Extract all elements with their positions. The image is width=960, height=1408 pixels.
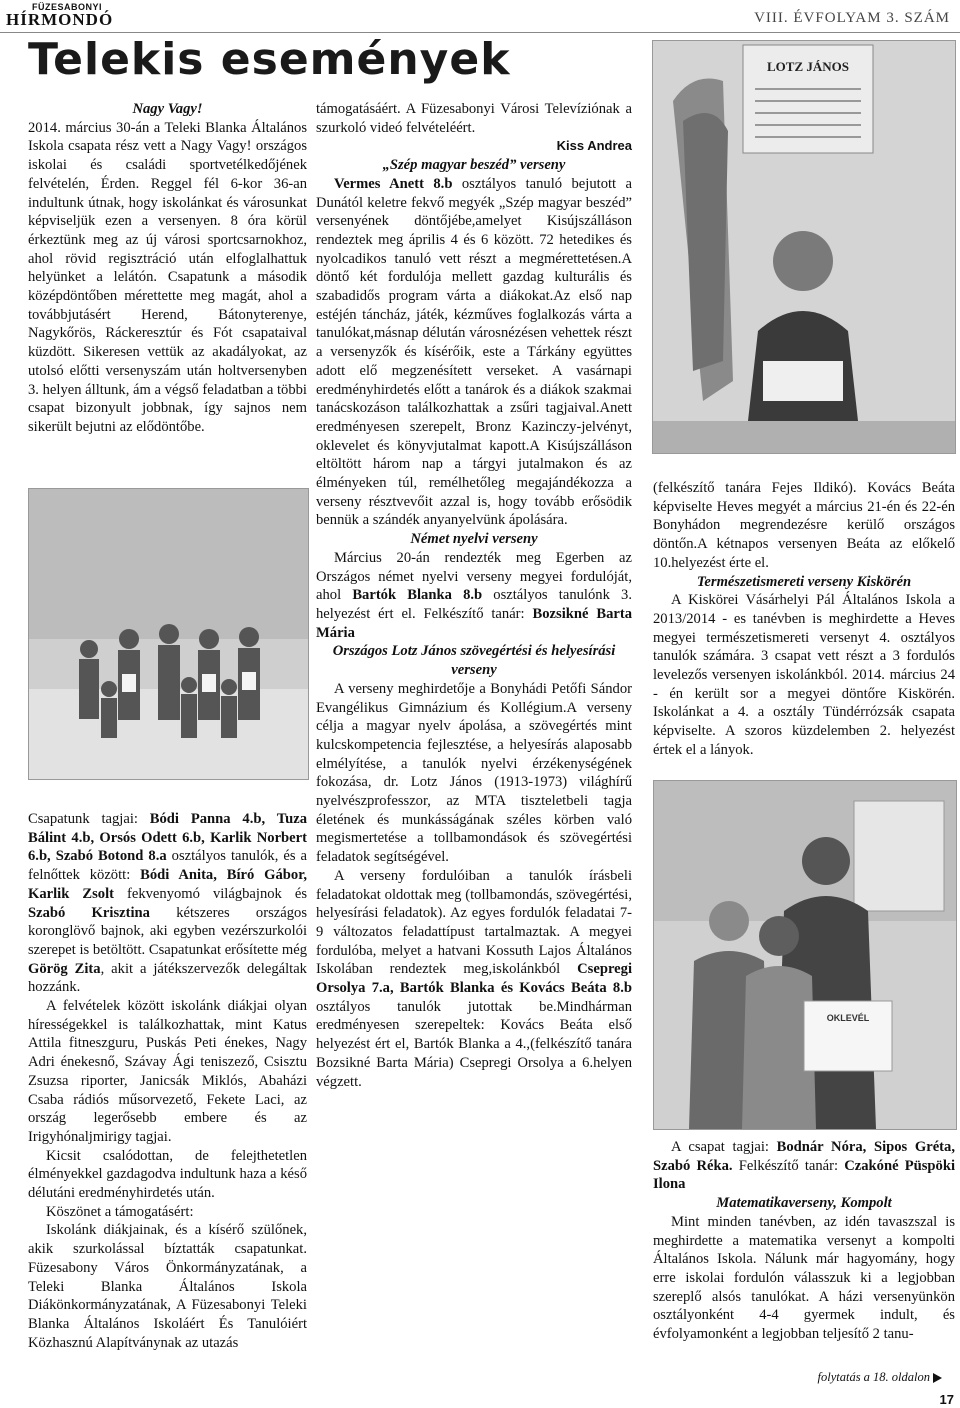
team-text: kétszeres országos koronglövő bajnok, aki egyben vezérszurkolói szerepet is betöltött. Csapatunkat erősítette még [28, 904, 307, 958]
adult-name: Szabó Krisztina [28, 904, 150, 921]
teacher-name: Czakóné Püspöki Ilona [653, 1157, 956, 1193]
column-3 [653, 479, 955, 760]
masthead-logo-main: HÍRMONDÓ [6, 10, 114, 29]
article-text: osztályos tanuló bejutott a Dunától keletre fekvő megyék „Szép magyar beszéd” versenyének döntőjébe,amelyet Kisújszálláson rendeztek meg április 4 és 6 között. 72 hetedikes és nyolcadikos tanuló vett részt a megmérettetésen.A döntő két fordulója mellett gazdag kulturális és szabadidős program várta a diákokat.Az első nap estéjén táncház, játék, kézműves foglalkozás várta a tanulókat,másnap délután városnézésen vehettek részt a versenyzők és kísérőik, este a Tárkány együttes adott elő megzenésített verseket. A vasárnapi eredményhirdetés előtt a tanárok és a diákok szakmai tanácskozáson találkozhattak a zsűri tagjaival.Anett eredményesen szerepelt, Bronz Kazinczy-jelvényt, oklevelet és könyvjutalmat kapott.A Kisújszálláson eltöltött három nap a tárgyi jutalmakon és az élményeken túl, remélhetőleg megajándékozza a verseny résztvevőit azzal is, hogy tovább erősödik bennük a szándék anyanyelvünk ápolására. [316, 175, 633, 529]
heading-matematikaverseny: Matematikaverseny, Kompolt [716, 1195, 892, 1212]
author-name: Kiss Andrea [556, 138, 632, 154]
article-text: osztályos tanulónk 3. helyezést ért el. Felkészítő tanár: [316, 587, 632, 622]
article-heading-nagy-vagy: Nagy Vagy! [132, 101, 203, 117]
header-rule [0, 32, 960, 33]
student-names: Csepregi Orsolya 7.a, Bartók Blanka és Kovács Beáta 8.b [316, 961, 632, 997]
team-names: Bodnár Nóra, Sipos Gréta, Szabó Réka. [653, 1139, 955, 1174]
adult-names: Bódi Anita, Bíró Gábor, Karlik Zsolt [28, 867, 307, 902]
plaque-photo-illustration [653, 41, 955, 453]
heading-lotz-janos: Országos Lotz János szövegértési és helyesírási verseny [332, 643, 616, 679]
team-text: , akit a játékszervezők delegáltak hozzánk. [28, 960, 307, 996]
masthead-logo [6, 2, 126, 30]
team-intro: A csapat tagjai: [671, 1139, 777, 1155]
article-paragraph [316, 867, 632, 1091]
team-text: osztályos tanulók, és a felnőttek között: [28, 848, 307, 884]
heading-nemet-nyelvi: Német nyelvi verseny [410, 531, 538, 548]
article-text: A verseny fordulóiban a tanulók írásbeli feladatokat oldottak meg (tollbamondás, szövegértési, helyesírási feladatok). Az egyes fordulók feladatai 7-9 változatos feladattípust tartalmaztak. A megyei fordulóba, melyet a hatvani Kossuth Lajos Általános Iskolában rendeztek meg,iskolánkból [316, 867, 632, 978]
team-names: Bódi Panna 4.b, Tuza Bálint 4.b, Orsós Odett 6.b, Karlik Norbert 6.b, Szabó Botond 8.a [28, 811, 307, 865]
article-paragraph: 2014. március 30-án a Teleki Blanka Általános Iskola csapata rész vett a Nagy Vagy! országos iskolai és családi sportvetélkedőjének felvételén, Érden. Reggel fél 6-kor 36-an indultunk útnak, hogy iskolánkat és városunkat képviseljük ezen a versenyen. 8 óra körül érkeztünk meg az új városi sportcsarnokhoz, ahol rövid regisztráció után elfoglalhattuk helyünket a lelátón. Csapatunk a második középdöntőben mérettette meg magát, ahol a továbbjutásért Herend, Bátonyterenye, Nagykőrös, Ráckeresztúr és Fót csapataival küzdött. Sikeresen vettük az akadályokat, az utolsó előtti versenyszám után holtversenyben 3. helyen álltunk, ám a végső feladatban a többi csapat bizonyult jobbnak, így sajnos nem sikerült bejutni az elődöntőbe. [28, 119, 307, 435]
column-1 [28, 100, 307, 437]
plaque-text: LOTZ JÁNOS [767, 59, 849, 74]
kiskore-photo-illustration [654, 781, 956, 1129]
teacher-name: Bozsikné Barta Mária [316, 605, 632, 641]
photo-lotz-plaque [652, 40, 956, 454]
student-name: Vermes Anett 8.b [334, 175, 453, 192]
page-title: Telekis események [28, 34, 511, 85]
article-paragraph: A verseny meghirdetője a Bonyhádi Petőfi Sándor Evangélikus Gimnázium és Kollégium.A verseny célja a magyar nyelv ápolása, a szövegértés mint kulcskompetencia fejlesztése, a helyesírás alaposabb elmélyítése, a tanulók nyelvi érzékenységének fokozása, dr. Lotz János (1913-1973) világhírű nyelvészprofesszor, az MTA tiszteletbeli tagja életének és munkásságának széles körben való megismertetése a tollbamondások és szövegértési feladatok segítségével. [316, 680, 632, 866]
article-paragraph [316, 549, 632, 643]
team-text: fekvenyomó világbajnok és [113, 885, 308, 902]
article-paragraph: (felkészítő tanára Fejes Ildikó). Kovács Beáta képviselte Heves megyét a március 21-én és 22-én Bonyhádon megrendezésre kerülő országos döntőn.A kétnapos versenyen Beáta az előkelő 10.helyezést érte el. [653, 480, 955, 571]
student-name: Bartók Blanka 8.b [352, 587, 483, 604]
page-number: 17 [939, 1392, 954, 1407]
team-photo-kiskore [653, 780, 957, 1130]
continued-text[interactable]: folytatás a 18. oldalon [817, 1370, 930, 1384]
masthead-logo-top: FÜZESABONYI [32, 2, 103, 12]
article-text: osztályos tanulók jutottak be.Mindhárman eredményesen szerepeltek: Kovács Beáta első helyezést ért el, Bartók Blanka a 4.,(felkészítő tanára Bozsikné Barta Mária) Csepregi Orsolya a 6.helyen végzett. [316, 998, 632, 1090]
column-2 [316, 100, 632, 1091]
heading-szep-magyar-beszed: „Szép magyar beszéd” verseny [382, 157, 566, 174]
article-paragraph: Köszönet a támogatásért: [46, 1203, 194, 1220]
article-paragraph [316, 175, 632, 530]
arrow-right-icon [933, 1373, 942, 1383]
article-text: Március 20-án rendezték meg Egerben az Országos német nyelvi verseny megyei fordulóját, ahol [316, 549, 632, 604]
article-paragraph: Iskolánk diákjainak, és a kísérő szülőnek, akik szurkolással bíztatták csapatunkat. Füzesabony Város Önkormányzatának, a Teleki Blanka Általános Iskola Diákönkormányzatának, A Füzesabonyi Teleki Blanka Általános Iskoláért És Tanulóiért Közhasznú Alapítványnak az utazás [28, 1222, 307, 1351]
teacher-intro: Felkészítő tanár: [732, 1157, 845, 1174]
continued-link[interactable] [818, 1370, 943, 1385]
article-paragraph: A Kiskörei Vásárhelyi Pál Általános Iskola a 2013/2014 - es tanévben is meghirdette a Heves megyei természetismereti versenyt 4. osztályos tanulók számára. 3 csapat vett részt a 3 fordulós levelezős versenyen iskolánkból. 2014. március 24 - én került sor a megyei döntőre Kiskörén. Iskolánkat a 4. a osztály Tündérrózsák csapata képviselte. A szoros küzdelemben 2. helyezést értek el a lányok. [653, 592, 955, 758]
article-paragraph: Mint minden tanévben, az idén tavaszszal is meghirdette a matematika versenyt a kompolti Általános Iskola. Nálunk már hagyomány, hogy erre iskolai fordulón válasszuk ki a legjobban szereplő alsós tanulókat. A házi versenyünkön osztályonként 4-4 gyermek indult, és évfolyamonként a legjobban teljesítő 2 tanu- [653, 1213, 955, 1343]
column-1-continued [28, 810, 307, 1352]
certificate-text: OKLEVÉL [826, 1013, 870, 1023]
team-intro: Csapatunk tagjai: [28, 811, 150, 827]
author-signature [316, 137, 632, 156]
team-photo-illustration [29, 489, 308, 779]
heading-termeszetismereti: Természetismereti verseny Kiskörén [696, 573, 912, 590]
adult-name: Görög Zita [28, 960, 101, 977]
article-paragraph: A felvételek között iskolánk diákjai olyan hírességekkel is találkozhattak, mint Katus Attila fitneszguru, Puskás Peti énekes, Nagy Adri énekesnő, Szávay Ági teniszező, Csisztu Zsuzsa riporter, Janicsák Miklós, Abaházi Csaba rádiós műsorvezető, Fekete Laci, az ország legerősebb embere és az Irigyhónaljmirigy tagjai. [28, 998, 307, 1145]
team-photo-nagy-vagy [28, 488, 309, 780]
team-members-paragraph [28, 810, 307, 997]
volume-label: VIII. ÉVFOLYAM 3. SZÁM [754, 10, 950, 26]
article-paragraph: támogatásáért. A Füzesabonyi Városi Televíziónak a szurkoló videó felvételéért. [316, 101, 632, 136]
team-members-paragraph [653, 1138, 955, 1194]
column-3-continued [653, 1138, 955, 1344]
article-paragraph: Kicsit csalódottan, de felejthetetlen élményekkel gazdagodva indultunk haza a késő délutáni eredményhirdetés után. [28, 1147, 307, 1202]
